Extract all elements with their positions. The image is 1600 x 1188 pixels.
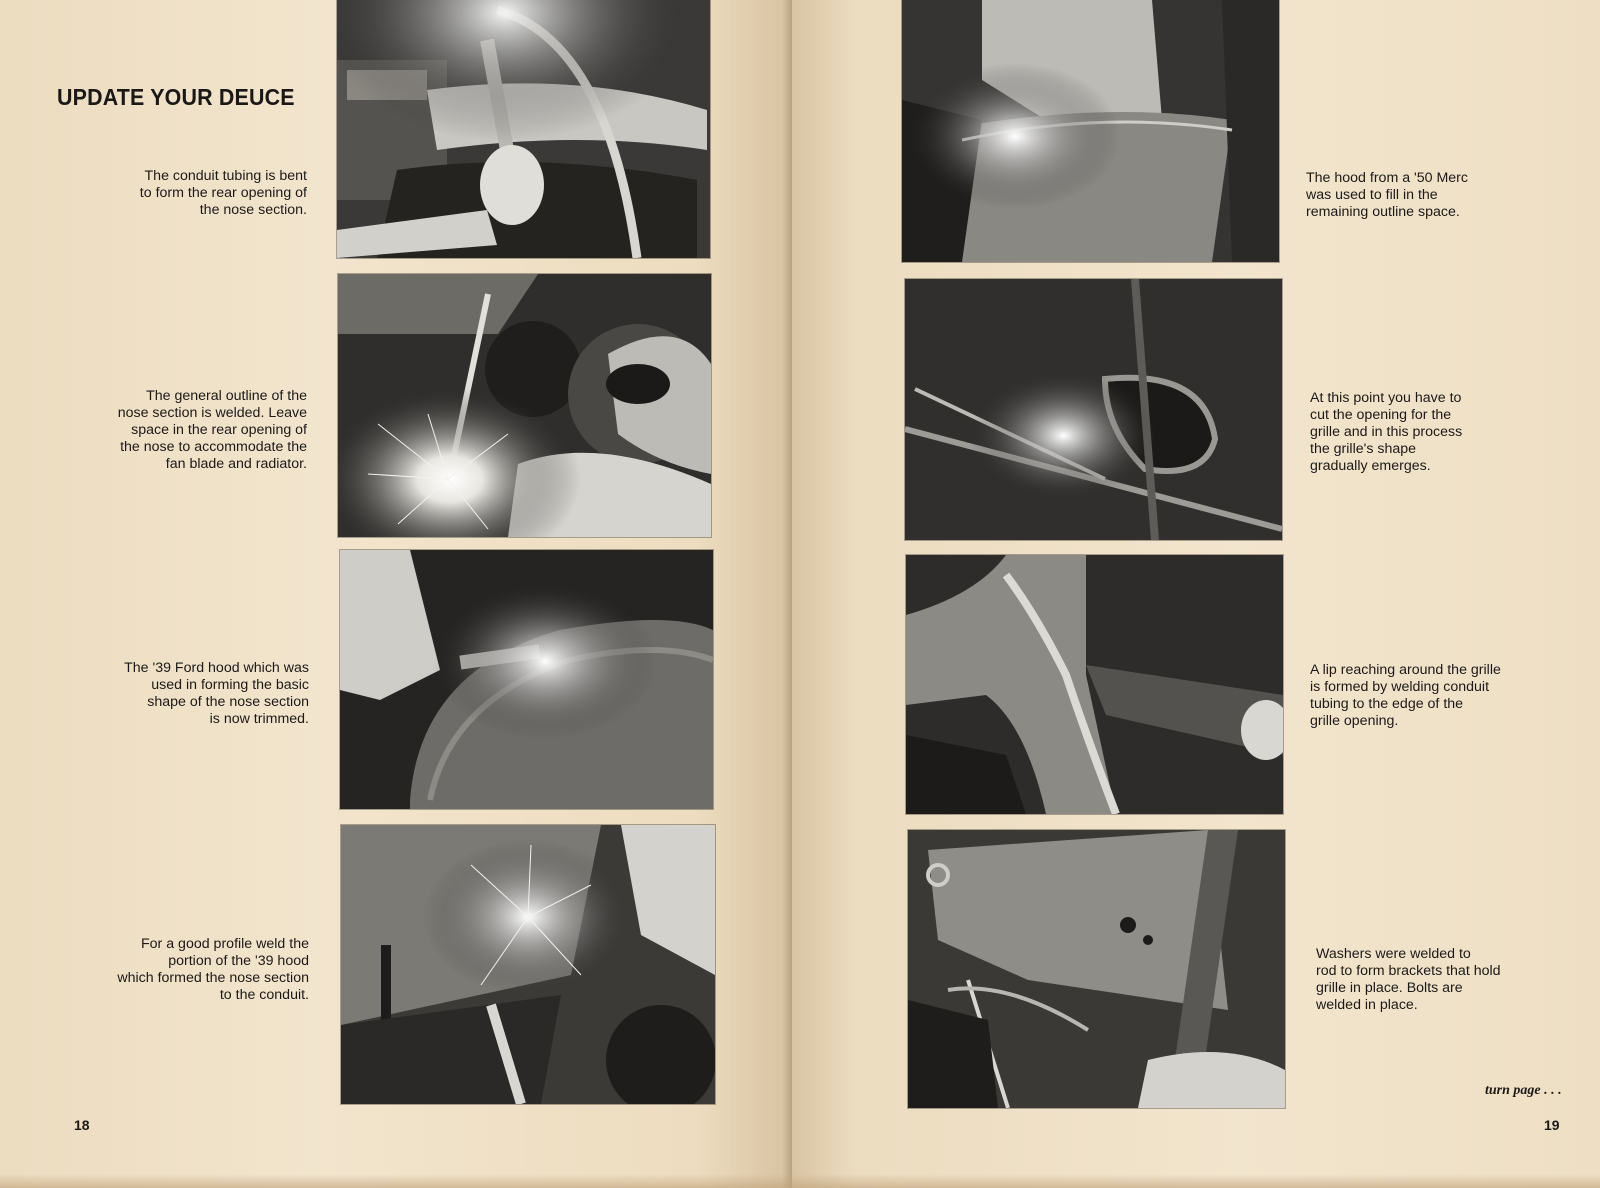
caption-step-5: The hood from a '50 Merc was used to fill in the remaining outline space. <box>1306 170 1468 220</box>
photo-conduit-bending <box>337 0 710 258</box>
caption-step-1: The conduit tubing is bent to form the rear opening of the nose section. <box>139 168 307 218</box>
photo-grille-lip-image <box>906 555 1283 814</box>
photo-conduit-bending-image <box>337 0 710 258</box>
photo-cutting-grille-image <box>905 279 1282 540</box>
left-page <box>0 0 792 1188</box>
photo-merc-hood <box>902 0 1279 262</box>
page-number-right: 19 <box>1544 1117 1560 1133</box>
photo-welding-outline-image <box>338 274 711 537</box>
page-bottom-edge <box>0 1174 1600 1188</box>
page-number-left: 18 <box>74 1117 90 1133</box>
photo-profile-weld-image <box>341 825 715 1104</box>
page-title: UPDATE YOUR DEUCE <box>57 84 295 110</box>
photo-washers-brackets <box>908 830 1285 1108</box>
photo-trimming-hood <box>340 550 713 809</box>
turn-page-note: turn page . . . <box>1485 1083 1562 1098</box>
photo-trimming-hood-image <box>340 550 713 809</box>
caption-step-4: For a good profile weld the portion of the '39 hood which formed the nose section to the conduit. <box>117 936 309 1003</box>
photo-merc-hood-image <box>902 0 1279 262</box>
caption-step-2: The general outline of the nose section is welded. Leave space in the rear opening of the nose to accommodate the fan blade and radiator. <box>117 388 307 472</box>
photo-welding-outline <box>338 274 711 537</box>
caption-step-8: Washers were welded to rod to form brackets that hold grille in place. Bolts are welded in place. <box>1316 946 1501 1013</box>
caption-step-6: At this point you have to cut the opening for the grille and in this process the grille's shape gradually emerges. <box>1310 390 1463 474</box>
photo-profile-weld <box>341 825 715 1104</box>
photo-washers-brackets-image <box>908 830 1285 1108</box>
right-page <box>792 0 1600 1188</box>
caption-step-7: A lip reaching around the grille is formed by welding conduit tubing to the edge of the grille opening. <box>1310 662 1501 729</box>
photo-cutting-grille <box>905 279 1282 540</box>
caption-step-3: The '39 Ford hood which was used in forming the basic shape of the nose section is now trimmed. <box>124 660 309 727</box>
photo-grille-lip <box>906 555 1283 814</box>
